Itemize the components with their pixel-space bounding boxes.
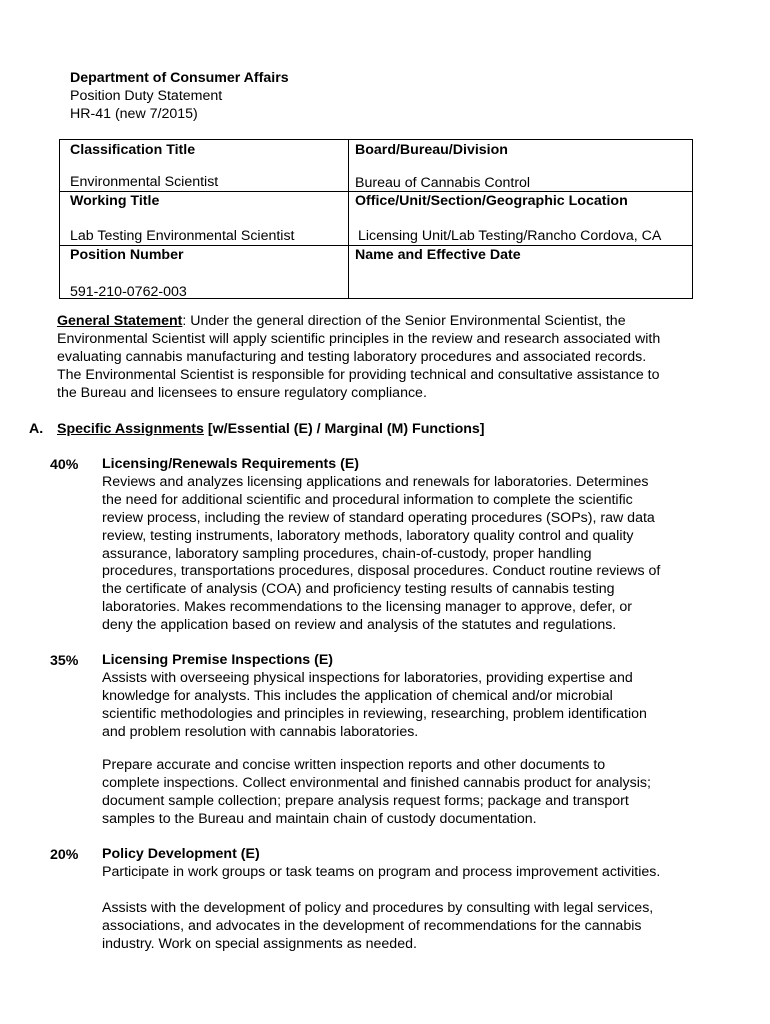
section-a-letter: A. bbox=[29, 421, 44, 437]
name-date-label: Name and Effective Date bbox=[355, 247, 521, 263]
assignment-title: Policy Development (E) bbox=[102, 846, 260, 862]
office-value: Licensing Unit/Lab Testing/Rancho Cordova, CA bbox=[358, 228, 662, 244]
assignment-premise-inspections: Licensing Premise Inspections (E) Assists with overseeing physical inspections for laboratories, providing expertise and knowledge for analysts. This includes the application of chemical and/or microbial scientific methodologies and principles in reviewing, researching, problem identification and problem resolution with cannabis laboratories. bbox=[102, 652, 647, 740]
assignment-licensing-renewals: Licensing/Renewals Requirements (E) Reviews and analyzes licensing applications and renewals for laboratories. Determines the need for additional scientific and procedural information to complete the scientific review process, including the review of standard operating procedures (SOPs), raw data review, testing instruments, laboratory methods, laboratory quality control and quality assurance, laboratory sampling procedures, chain-of-custody, proper handling procedures, transportations procedures, disposal procedures. Conduct routine reviews of the certificate of analysis (COA) and proficiency testing results of cannabis testing laboratories. Makes recommendations to the licensing manager to approve, defer, or deny the application based on review and analysis of the statutes and regulations. bbox=[102, 456, 661, 634]
board-value: Bureau of Cannabis Control bbox=[355, 175, 531, 191]
section-a-subtitle: [w/Essential (E) / Marginal (M) Functions] bbox=[203, 421, 485, 437]
section-a-heading bbox=[57, 420, 485, 438]
position-info-table bbox=[59, 139, 693, 299]
department-name: Department of Consumer Affairs bbox=[70, 70, 289, 86]
assignment-title: Licensing Premise Inspections (E) bbox=[102, 652, 334, 668]
position-number-value: 591-210-0762-003 bbox=[70, 284, 187, 300]
form-id: HR-41 (new 7/2015) bbox=[70, 106, 198, 122]
assignment-title: Licensing/Renewals Requirements (E) bbox=[102, 456, 360, 472]
assignment-percent: 35% bbox=[50, 653, 79, 669]
section-a-title: Specific Assignments bbox=[57, 421, 204, 437]
assignment-percent: 20% bbox=[50, 847, 79, 863]
general-statement-label: General Statement bbox=[57, 313, 183, 329]
assignment-percent: 40% bbox=[50, 457, 79, 473]
working-title-label: Working Title bbox=[70, 193, 160, 209]
assignment-premise-inspections-cont: Prepare accurate and concise written inspection reports and other documents to complete inspections. Collect environmental and finished cannabis product for analysis; document sample collection; prepare analysis request forms; package and transport samples to the Bureau and maintain chain of custody documentation. bbox=[102, 757, 651, 827]
classification-title-label: Classification Title bbox=[70, 142, 196, 158]
working-title-value: Lab Testing Environmental Scientist bbox=[70, 228, 295, 244]
board-label: Board/Bureau/Division bbox=[355, 142, 508, 158]
general-statement: General Statement: Under the general direction of the Senior Environmental Scientist, the Environmental Scientist will apply scientific principles in the review and research associated with evaluating cannabis manufacturing and testing laboratory procedures and associated records. The Environmental Scientist is responsible for providing technical and consultative assistance to the Bureau and licensees to ensure regulatory compliance. bbox=[57, 313, 661, 401]
office-label: Office/Unit/Section/Geographic Location bbox=[355, 193, 628, 209]
document-header bbox=[70, 69, 289, 123]
assignment-policy-development: Policy Development (E) Participate in work groups or task teams on program and process improvement activities. bbox=[102, 846, 661, 880]
position-number-label: Position Number bbox=[70, 247, 184, 263]
table-divider bbox=[348, 140, 349, 298]
assignment-policy-development-cont: Assists with the development of policy and procedures by consulting with legal services, associations, and advocates in the development of recommendations for the cannabis industry. Work on special assignments as needed. bbox=[102, 900, 654, 952]
classification-title-value: Environmental Scientist bbox=[70, 174, 219, 190]
document-title: Position Duty Statement bbox=[70, 88, 223, 104]
